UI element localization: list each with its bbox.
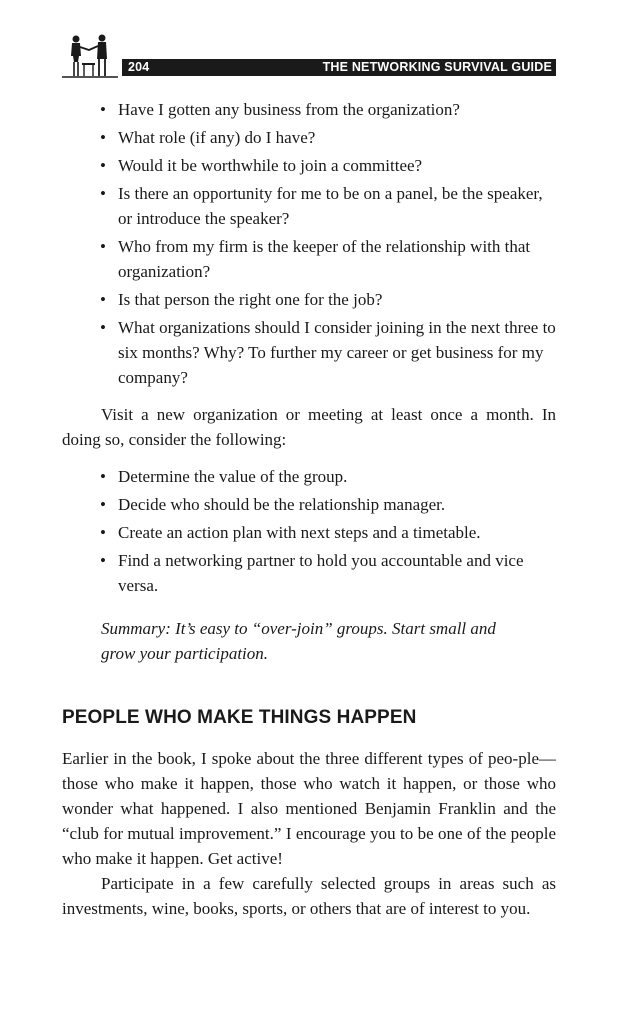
page-body <box>62 97 556 921</box>
body-paragraph: Visit a new organization or meeting at least once a month. In doing so, consider the following: <box>62 405 556 449</box>
summary-note: Summary: It’s easy to “over-join” groups. Start small and grow your participation. <box>101 619 496 663</box>
body-paragraph: Participate in a few carefully selected groups in areas such as investments, wine, books, sports, or others that are of interest to you. <box>62 874 556 918</box>
running-header <box>60 32 556 78</box>
question-list <box>62 97 556 390</box>
list-item: • Determine the value of the group. <box>62 464 556 489</box>
list-item: • Decide who should be the relationship manager. <box>62 492 556 517</box>
list-item: • What role (if any) do I have? <box>62 125 556 150</box>
list-item: • Have I gotten any business from the organization? <box>62 97 556 122</box>
list-item: • What organizations should I consider joining in the next three to six months? Why? To further my career or get business for my company? <box>62 315 556 390</box>
section-heading: PEOPLE WHO MAKE THINGS HAPPEN <box>62 707 417 728</box>
book-title: THE NETWORKING SURVIVAL GUIDE <box>322 60 552 74</box>
handshake-icon <box>62 32 118 78</box>
header-bar <box>122 59 556 76</box>
action-list <box>62 464 556 598</box>
list-item: • Create an action plan with next steps and a timetable. <box>62 520 556 545</box>
list-item: • Is that person the right one for the job? <box>62 287 556 312</box>
body-paragraph: Earlier in the book, I spoke about the three different types of peo-ple—those who make it happen, those who watch it happen, or those who wonder what happened. I also mentioned Benjamin Franklin and the “club for mutual improvement.” I encourage you to be one of the people who make it happen. Get active! <box>62 749 556 868</box>
list-item: • Is there an opportunity for me to be on a panel, be the speaker, or introduce the speaker? <box>62 181 556 231</box>
list-item: • Who from my firm is the keeper of the relationship with that organization? <box>62 234 556 284</box>
list-item: • Find a networking partner to hold you accountable and vice versa. <box>62 548 556 598</box>
page-number: 204 <box>128 60 150 74</box>
list-item: • Would it be worthwhile to join a committee? <box>62 153 556 178</box>
